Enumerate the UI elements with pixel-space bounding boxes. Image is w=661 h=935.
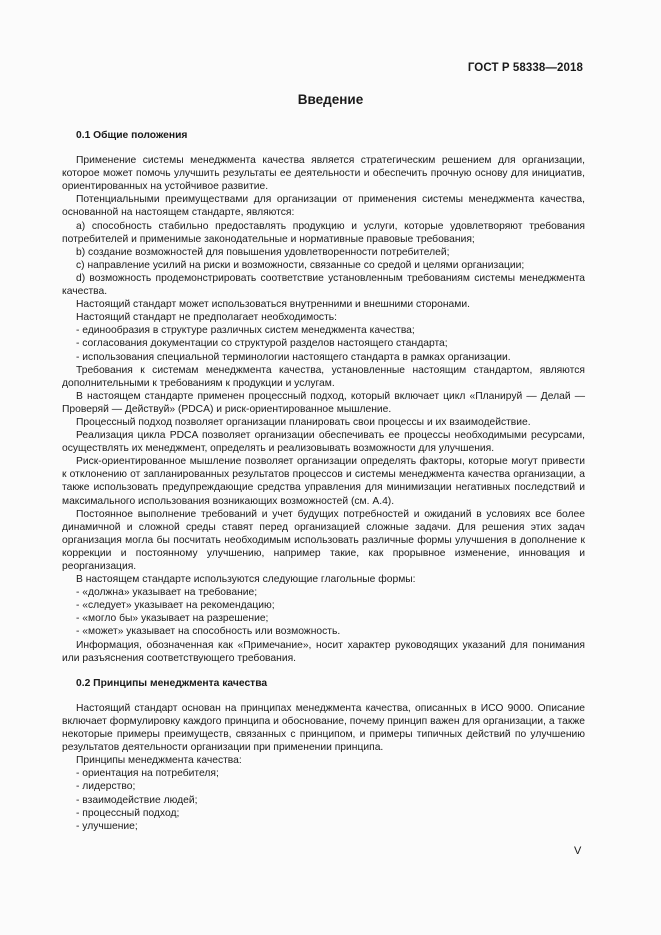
list-item: - процессный подход; <box>76 807 180 819</box>
paragraph: Требования к системам менеджмента качества, установленные настоящим стандартом, являются дополнительными к требованиям к продукции и услугам. <box>62 364 585 389</box>
paragraph: Потенциальными преимуществами для организации от применения системы менеджмента качества, основанной на настоящем стандарте, являются: <box>62 194 585 219</box>
list-item: - ориентация на потребителя; <box>76 768 219 780</box>
list-item: - «могло бы» указывает на разрешение; <box>76 613 269 625</box>
list-item: - единообразия в структуре различных систем менеджмента качества; <box>76 325 415 337</box>
list-item: - «должна» указывает на требование; <box>76 587 258 599</box>
paragraph: Постоянное выполнение требований и учет будущих потребностей и ожиданий в условиях все более динамичной и сложной среды ставят перед организацией сложные задачи. Для решения этих задач организация могла бы посчитать необходимым использовать различные формы улучшения в дополнение к коррекции и постоянному улучшению, например такие, как прорывное изменение, инновация и реорганизация. <box>62 508 585 572</box>
paragraph: В настоящем стандарте используются следующие глагольные формы: <box>76 574 416 586</box>
paragraph: Риск-ориентированное мышление позволяет организации определять факторы, которые могут привести к отклонению от запланированных результатов процессов и системы менеджмента качества организации, а также использовать предупреждающие средства управления для минимизации негативных последствий и максимального использования возникающих возможностей (см. А.4). <box>62 456 585 507</box>
paragraph: Настоящий стандарт может использоваться внутренними и внешними сторонами. <box>76 299 470 311</box>
document-standard-id: ГОСТ Р 58338—2018 <box>467 62 583 74</box>
paragraph: В настоящем стандарте применен процессный подход, который включает цикл «Планируй — Делай — Проверяй — Действуй» (PDCA) и риск-ориентированное мышление. <box>62 390 585 415</box>
paragraph: Применение системы менеджмента качества является стратегическим решением для организации, которое может помочь улучшить результаты ее деятельности и обеспечить прочную основу для инициатив, ориентированных на устойчивое развитие. <box>62 155 585 193</box>
page-number: V <box>574 845 582 857</box>
list-item: - лидерство; <box>76 781 136 793</box>
document-body <box>62 129 585 833</box>
section-heading: 0.1 Общие положения <box>76 130 188 141</box>
list-item: b) создание возможностей для повышения удовлетворенности потребителей; <box>76 246 450 258</box>
list-item: - улучшение; <box>76 820 138 832</box>
list-item: a) способность стабильно предоставлять продукцию и услуги, которые удовлетворяют требования потребителей и применимые законодательные и нормативные правовые требования; <box>62 220 585 245</box>
list-item: - согласования документации со структурой разделов настоящего стандарта; <box>76 338 448 350</box>
list-item: d) возможность продемонстрировать соответствие установленным требованиям системы менеджмента качества. <box>62 272 585 298</box>
list-item: - взаимодействие людей; <box>76 794 198 806</box>
paragraph: Принципы менеджмента качества: <box>76 755 242 767</box>
page-title: Введение <box>297 92 364 107</box>
list-item: c) направление усилий на риски и возможности, связанные со средой и целями организации; <box>76 259 525 271</box>
list-item: - «следует» указывает на рекомендацию; <box>76 600 275 612</box>
paragraph: Настоящий стандарт не предполагает необходимость: <box>76 312 338 324</box>
section-heading: 0.2 Принципы менеджмента качества <box>76 677 268 689</box>
paragraph: Информация, обозначенная как «Примечание», носит характер руководящих указаний для понимания или разъяснения соответствующего требования. <box>62 639 585 664</box>
paragraph: Процессный подход позволяет организации планировать свои процессы и их взаимодействие. <box>76 416 531 428</box>
list-item: - использования специальной терминологии настоящего стандарта в рамках организации. <box>76 351 511 363</box>
paragraph: Настоящий стандарт основан на принципах менеджмента качества, описанных в ИСО 9000. Описание включает формулировку каждого принципа и обоснование, почему принцип важен для организации, а также некоторые примеры преимуществ, связанных с принципом, и примеры типичных действий по улучшению результатов деятельности организации при применении принципа. <box>62 702 585 754</box>
list-item: - «может» указывает на способность или возможность. <box>76 626 341 638</box>
paragraph: Реализация цикла PDCA позволяет организации обеспечивать ее процессы необходимыми ресурсами, осуществлять их менеджмент, определять и реализовывать возможности для улучшения. <box>62 430 585 455</box>
